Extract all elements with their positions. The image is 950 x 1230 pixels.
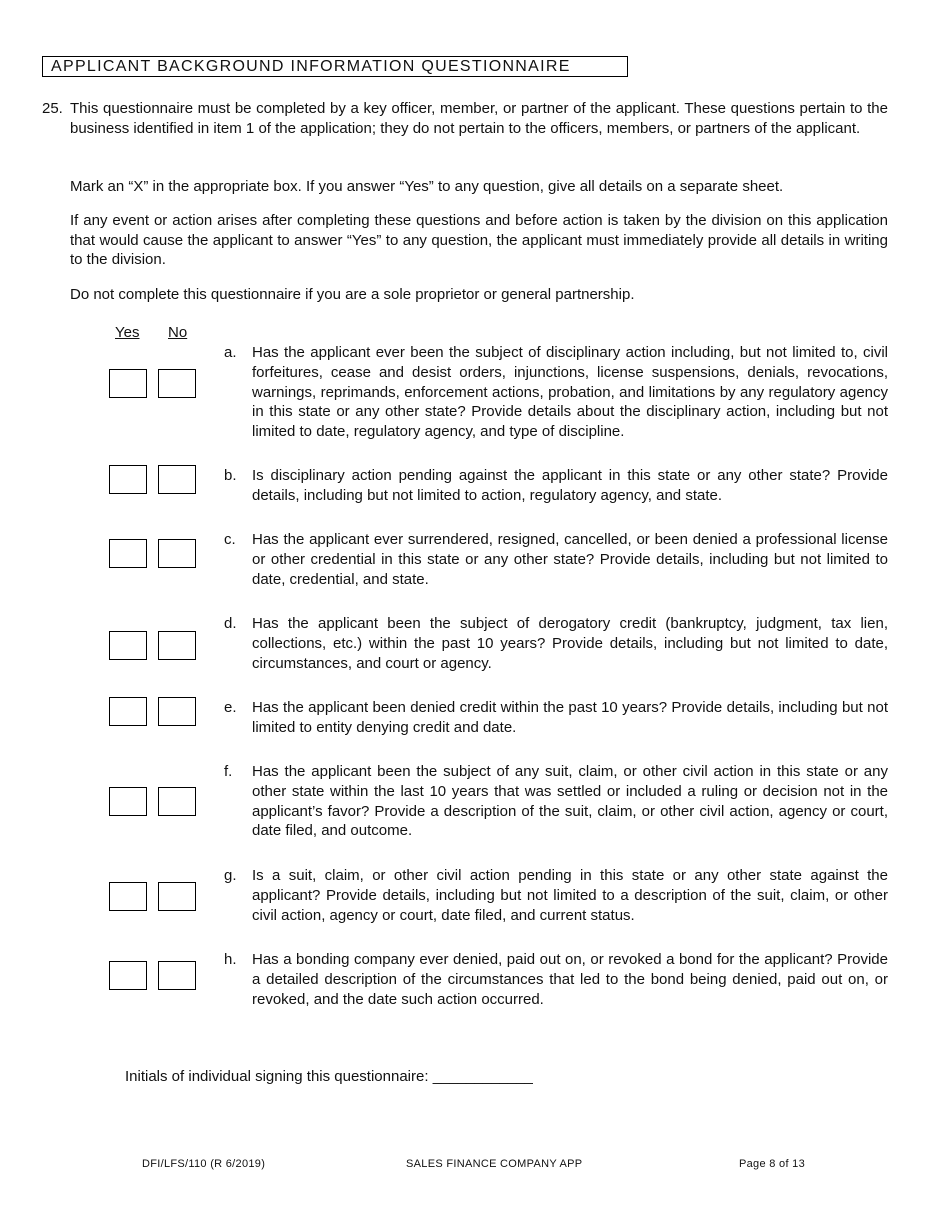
page-title: APPLICANT BACKGROUND INFORMATION QUESTIONNAIRE <box>42 56 628 77</box>
question-f-yes-checkbox[interactable] <box>109 787 147 816</box>
yes-column-header: Yes <box>115 324 140 341</box>
question-a-letter: a. <box>224 344 237 361</box>
question-e-yes-checkbox[interactable] <box>109 697 147 726</box>
question-c-yes-checkbox[interactable] <box>109 539 147 568</box>
question-b-letter: b. <box>224 467 237 484</box>
initials-blank[interactable]: ____________ <box>432 1068 533 1085</box>
question-d-yes-checkbox[interactable] <box>109 631 147 660</box>
question-e-letter: e. <box>224 699 237 716</box>
question-h-text: Has a bonding company ever denied, paid out on, or revoked a bond for the applicant? Provide a detailed description of the circumstances that led to the bond being denied, paid out on, or revoked, and the date such action occurred. <box>252 951 888 1008</box>
question-c-letter: c. <box>224 531 236 548</box>
question-d-letter: d. <box>224 615 237 632</box>
intro-paragraph-instructions: Mark an “X” in the appropriate box. If you answer “Yes” to any question, give all details on a separate sheet. <box>70 178 784 195</box>
intro-paragraph-scope: This questionnaire must be completed by a key officer, member, or partner of the applicant. These questions pertain to the business identified in item 1 of the application; they do not pertain to the officers, members, or partners of the applicant. <box>70 100 888 137</box>
question-h-yes-checkbox[interactable] <box>109 961 147 990</box>
question-a-text: Has the applicant ever been the subject of disciplinary action including, but not limited to, civil forfeitures, cease and desist orders, injunctions, license suspensions, denials, revocations, warnings, reprimands, enforcement actions, probation, and limitations by any regulatory agency in this state or any other state? Provide details about the disciplinary action, including but not limited to date, regulatory agency, and type of discipline. <box>252 344 888 441</box>
question-e-no-checkbox[interactable] <box>158 697 196 726</box>
question-h-letter: h. <box>224 951 237 968</box>
footer-form-title: SALES FINANCE COMPANY APP <box>406 1158 583 1170</box>
question-g-letter: g. <box>224 867 237 884</box>
footer-form-id: DFI/LFS/110 (R 6/2019) <box>142 1158 266 1170</box>
item-number: 25. <box>42 100 63 117</box>
question-d-no-checkbox[interactable] <box>158 631 196 660</box>
question-a-no-checkbox[interactable] <box>158 369 196 398</box>
question-d-text: Has the applicant been the subject of derogatory credit (bankruptcy, judgment, tax lien, collections, etc.) within the past 10 years? Provide details, including but not limited to date, circumstances, and court or agency. <box>252 615 888 672</box>
no-column-header: No <box>168 324 188 341</box>
initials-label: Initials of individual signing this questionnaire: <box>125 1068 429 1085</box>
question-f-text: Has the applicant been the subject of any suit, claim, or other civil action in this state or any other state within the last 10 years that was settled or included a ruling or decision not in the applicant’s favor? Provide a description of the suit, claim, or other civil action, agency or court, date filed, and outcome. <box>252 763 888 840</box>
question-c-no-checkbox[interactable] <box>158 539 196 568</box>
question-f-no-checkbox[interactable] <box>158 787 196 816</box>
question-c-text: Has the applicant ever surrendered, resigned, cancelled, or been denied a professional license or other credential in this state or any other state? Provide details, including but not limited to date, credential, and state. <box>252 531 888 588</box>
question-b-no-checkbox[interactable] <box>158 465 196 494</box>
question-h-no-checkbox[interactable] <box>158 961 196 990</box>
question-g-text: Is a suit, claim, or other civil action pending in this state or any other state against the applicant? Provide details, including but not limited to a description of the suit, claim, or other civil action, agency or court, date filed, and current status. <box>252 867 888 924</box>
question-g-yes-checkbox[interactable] <box>109 882 147 911</box>
question-e-text: Has the applicant been denied credit within the past 10 years? Provide details, including but not limited to entity denying credit and date. <box>252 699 888 736</box>
question-g-no-checkbox[interactable] <box>158 882 196 911</box>
question-b-yes-checkbox[interactable] <box>109 465 147 494</box>
question-f-letter: f. <box>224 763 233 780</box>
initials-line[interactable] <box>125 1068 533 1085</box>
question-a-yes-checkbox[interactable] <box>109 369 147 398</box>
intro-paragraph-updates: If any event or action arises after completing these questions and before action is taken by the division on this application that would cause the applicant to answer “Yes” to any question, the applicant must immediately provide all details in writing to the division. <box>70 212 888 268</box>
footer-page-number: Page 8 of 13 <box>739 1158 805 1170</box>
question-b-text: Is disciplinary action pending against the applicant in this state or any other state? Provide details, including but not limited to action, regulatory agency, and state. <box>252 467 888 504</box>
intro-paragraph-exclusion: Do not complete this questionnaire if you are a sole proprietor or general partnership. <box>70 286 635 303</box>
